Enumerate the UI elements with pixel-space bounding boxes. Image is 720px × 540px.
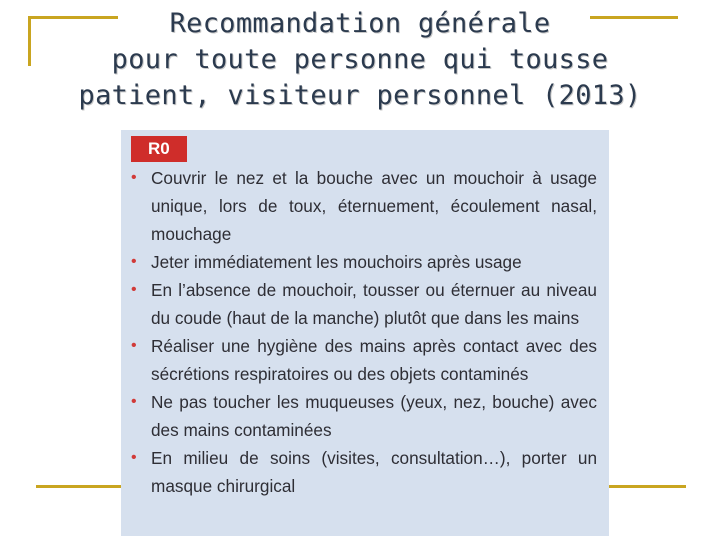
bullet-icon: • [131, 169, 137, 186]
decor-line-bottom-left [36, 485, 122, 488]
decor-line-bottom-right [608, 485, 686, 488]
recommendation-box [121, 130, 609, 536]
bullet-icon: • [131, 281, 137, 298]
list-item-text: Jeter immédiatement les mouchoirs après usage [151, 252, 522, 272]
list-item [131, 248, 597, 276]
list-item-text: En l’absence de mouchoir, tousser ou éternuer au niveau du coude (haut de la manche) plutôt que dans les mains [151, 280, 597, 328]
list-item [131, 276, 597, 332]
list-item [131, 444, 597, 500]
bullet-icon: • [131, 449, 137, 466]
bullet-icon: • [131, 393, 137, 410]
list-item [131, 164, 597, 248]
bullet-icon: • [131, 337, 137, 354]
title-line-3: patient, visiteur personnel (2013) [78, 80, 642, 111]
title-line-1: Recommandation générale [169, 8, 551, 39]
recommendation-list [131, 164, 597, 500]
slide-title [0, 6, 720, 114]
title-line-2: pour toute personne qui tousse [111, 44, 609, 75]
list-item-text: Couvrir le nez et la bouche avec un mouchoir à usage unique, lors de toux, éternuement, écoulement nasal, mouchage [151, 168, 597, 244]
list-item-text: Réaliser une hygiène des mains après contact avec des sécrétions respiratoires ou des objets contaminés [151, 336, 597, 384]
list-item-text: Ne pas toucher les muqueuses (yeux, nez, bouche) avec des mains contaminées [151, 392, 597, 440]
list-item [131, 332, 597, 388]
list-item-text: En milieu de soins (visites, consultation…), porter un masque chirurgical [151, 448, 597, 496]
recommendation-badge: R0 [131, 136, 187, 162]
list-item [131, 388, 597, 444]
bullet-icon: • [131, 253, 137, 270]
